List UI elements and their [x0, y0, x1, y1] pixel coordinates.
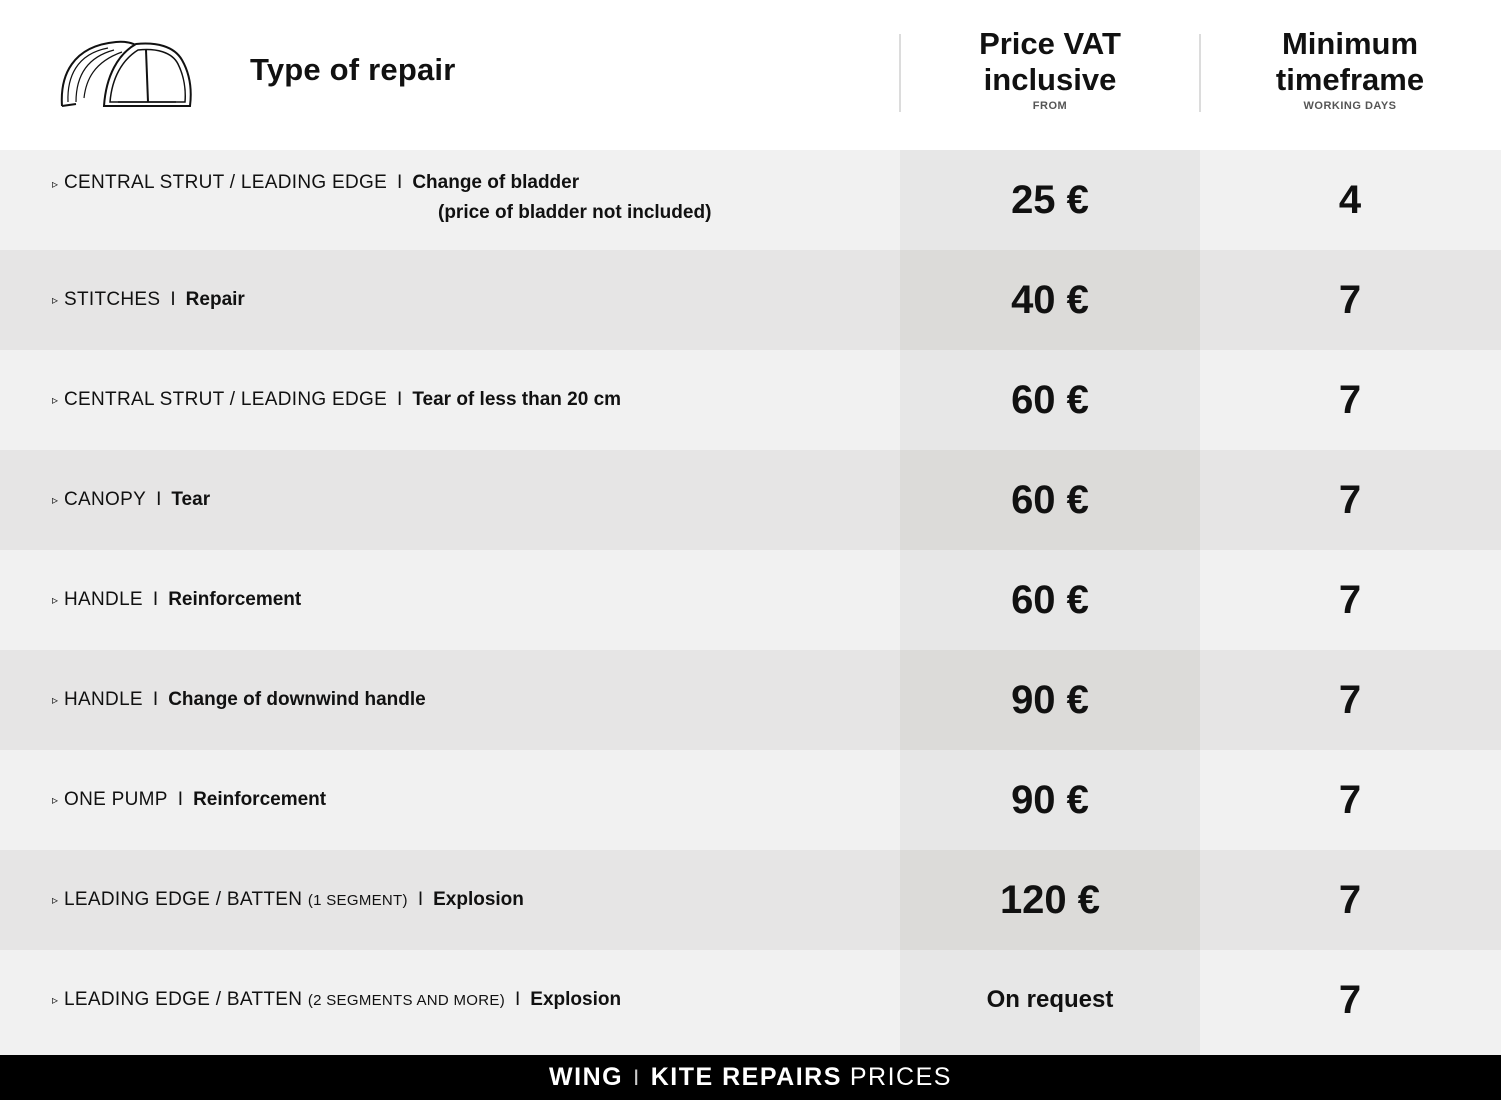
days-value: 7 [1338, 877, 1362, 922]
repair-description [52, 550, 301, 650]
price-value: 120 € [999, 877, 1101, 922]
repair-type: Tear [171, 489, 211, 510]
price-column-heading [900, 26, 1200, 112]
arrow-icon: ▹ [52, 393, 59, 407]
days-value: 7 [1338, 377, 1362, 422]
repair-note: (price of bladder not included) [438, 202, 712, 223]
price-value: On request [986, 986, 1114, 1013]
footer-banner [0, 1055, 1501, 1100]
category-name: LEADING EDGE / BATTEN [64, 989, 303, 1010]
separator: I [397, 389, 403, 410]
type-of-repair-heading: Type of repair [250, 52, 456, 87]
timeframe-column-heading [1200, 26, 1500, 112]
repair-description [52, 172, 712, 223]
footer-kite-repairs: KITE REPAIRS [650, 1063, 842, 1091]
days-value: 7 [1338, 977, 1362, 1022]
days-value: 7 [1338, 677, 1362, 722]
repair-type: Change of bladder [412, 172, 580, 193]
footer-prices: PRICES [849, 1063, 952, 1091]
price-value: 40 € [1011, 277, 1089, 322]
table-row [0, 650, 1501, 750]
table-row [0, 850, 1501, 950]
table-row [0, 750, 1501, 850]
price-value: 60 € [1011, 477, 1089, 522]
category-note: (1 SEGMENT) [307, 892, 408, 909]
days-value: 4 [1338, 177, 1362, 222]
timeframe-heading-text: Minimum timeframe [1275, 26, 1425, 97]
arrow-icon: ▹ [52, 693, 59, 707]
separator: I [170, 289, 176, 310]
timeframe-heading-sub: WORKING DAYS [1303, 100, 1397, 112]
price-value: 60 € [1011, 377, 1089, 422]
repair-category: HANDLE [64, 689, 143, 710]
repair-description [52, 950, 621, 1050]
separator: I [177, 789, 184, 810]
separator: I [152, 589, 159, 610]
kite-icon [58, 36, 194, 112]
repair-category: CENTRAL STRUT / LEADING EDGE [64, 172, 388, 193]
table-row [0, 950, 1501, 1055]
separator: I [417, 889, 424, 910]
arrow-icon: ▹ [52, 893, 59, 907]
repair-description [52, 450, 210, 550]
days-value: 7 [1338, 277, 1362, 322]
price-value: 90 € [1011, 677, 1089, 722]
footer-wing: WING [549, 1063, 624, 1091]
arrow-icon: ▹ [52, 593, 59, 607]
repair-type: Repair [185, 289, 245, 310]
repair-category [64, 989, 505, 1011]
category-name: LEADING EDGE / BATTEN [64, 889, 303, 910]
repair-table [0, 150, 1501, 1055]
separator: I [152, 689, 159, 710]
repair-description [52, 250, 245, 350]
repair-category: HANDLE [64, 589, 143, 610]
repair-description [52, 650, 426, 750]
separator: I [515, 989, 521, 1010]
repair-description [52, 850, 524, 950]
repair-type: Explosion [530, 989, 622, 1010]
repair-category: CENTRAL STRUT / LEADING EDGE [64, 389, 388, 410]
repair-type: Reinforcement [168, 589, 302, 610]
table-row [0, 150, 1501, 250]
repair-category: ONE PUMP [64, 789, 168, 810]
repair-type: Tear of less than 20 cm [412, 389, 622, 410]
repair-category: STITCHES [64, 289, 161, 310]
price-heading-text: Price VAT inclusive [979, 26, 1121, 97]
category-note: (2 SEGMENTS AND MORE) [307, 992, 505, 1009]
arrow-icon: ▹ [52, 493, 59, 507]
repair-type: Change of downwind handle [168, 689, 426, 710]
days-value: 7 [1338, 477, 1362, 522]
repair-category [64, 889, 408, 911]
table-row [0, 350, 1501, 450]
table-row [0, 250, 1501, 350]
price-value: 60 € [1011, 577, 1089, 622]
repair-type: Explosion [433, 889, 524, 910]
price-value: 90 € [1011, 777, 1089, 822]
repair-description [52, 350, 621, 450]
table-row [0, 450, 1501, 550]
repair-category: CANOPY [64, 489, 147, 510]
separator: I [397, 172, 403, 193]
footer-divider: I [633, 1064, 641, 1090]
arrow-icon: ▹ [52, 793, 59, 807]
repair-description [52, 750, 326, 850]
separator: I [156, 489, 162, 510]
repair-type: Reinforcement [193, 789, 327, 810]
arrow-icon: ▹ [52, 177, 59, 191]
table-header [0, 0, 1501, 150]
price-value: 25 € [1011, 177, 1089, 222]
days-value: 7 [1338, 577, 1362, 622]
days-value: 7 [1338, 777, 1362, 822]
table-row [0, 550, 1501, 650]
price-heading-sub: FROM [1032, 100, 1068, 112]
arrow-icon: ▹ [52, 993, 59, 1007]
arrow-icon: ▹ [52, 293, 59, 307]
